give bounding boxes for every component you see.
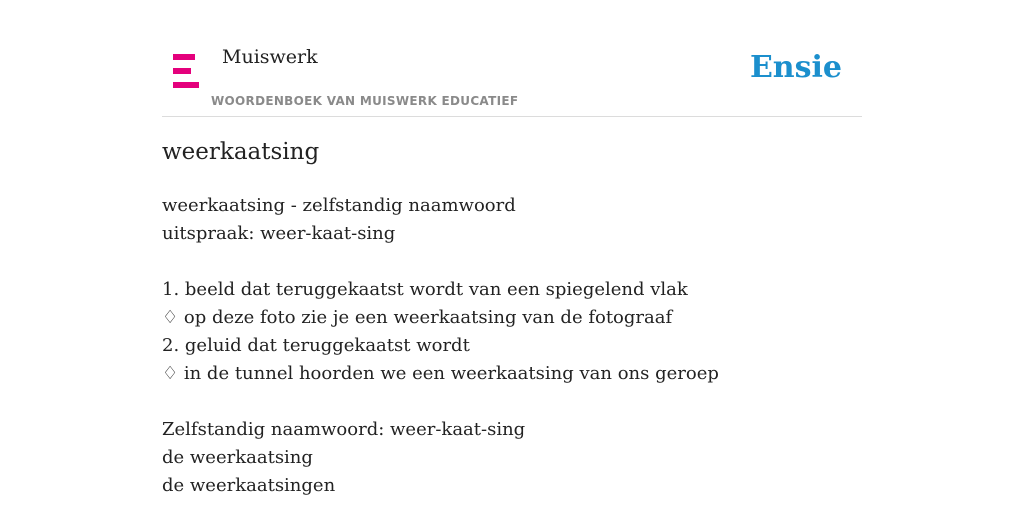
singular-form: de weerkaatsing [162,447,313,468]
brand-name[interactable]: Muiswerk [222,46,318,68]
muiswerk-logo-icon[interactable] [173,54,201,88]
logo-bar-bottom [173,82,199,88]
definition-1: 1. beeld dat teruggekaatst wordt van een spiegelend vlak [162,279,688,300]
definition-2: 2. geluid dat teruggekaatst wordt [162,335,470,356]
spacer [162,248,862,276]
grammar-heading: Zelfstandig naamwoord: weer-kaat-sing [162,419,526,440]
logo-bar-top [173,54,195,60]
entry-content [162,192,862,500]
plural-form: de weerkaatsingen [162,475,336,496]
dictionary-subtitle: WOORDENBOEK VAN MUISWERK EDUCATIEF [211,94,519,108]
entry-title: weerkaatsing [162,139,320,165]
header [162,0,862,117]
logo-bar-middle [173,68,191,74]
example-2: ♢ in de tunnel hoorden we een weerkaatsing van ons geroep [162,363,719,384]
example-1: ♢ op deze foto zie je een weerkaatsing van de fotograaf [162,307,673,328]
pronunciation-line: uitspraak: weer-kaat-sing [162,223,396,244]
entry-headword-line: weerkaatsing - zelfstandig naamwoord [162,195,516,216]
spacer [162,388,862,416]
ensie-logo[interactable]: Ensie [749,50,842,85]
